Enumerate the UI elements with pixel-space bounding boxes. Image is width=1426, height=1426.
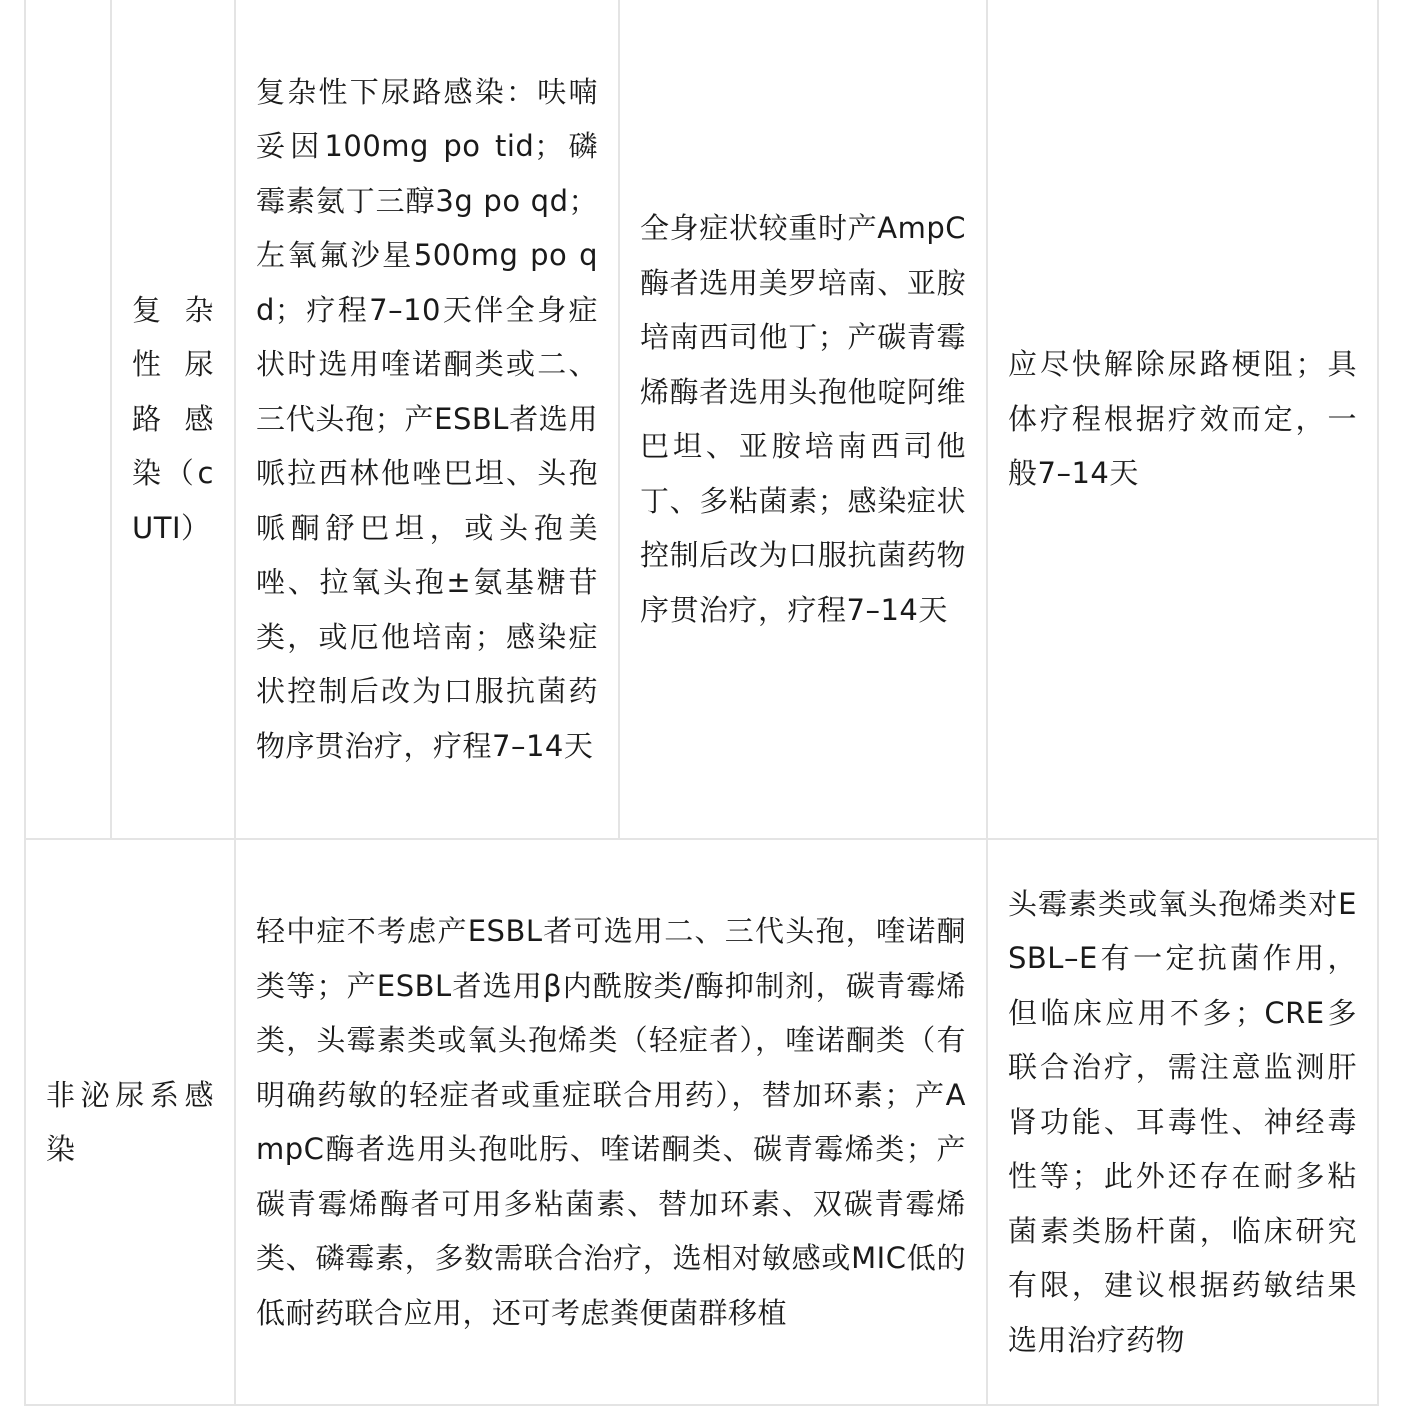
- notes-cell: [987, 839, 1378, 1405]
- regimen-cell: [235, 0, 619, 839]
- treatment-text: 轻中症不考虑产ESBL者可选用二、三代头孢，喹诺酮类等；产ESBL者选用β内酰胺类/酶抑制剂，碳青霉烯类，头霉素类或氧头孢烯类（轻症者），喹诺酮类（有明确药敏的轻症者或重症联合用药），替加环素；产AmpC酶者选用头孢吡肟、喹诺酮类、碳青霉烯类；产碳青霉烯酶者可用多粘菌素、替加环素、双碳青霉烯类、磷霉素，多数需联合治疗，选相对敏感或MIC低的低耐药联合应用，还可考虑粪便菌群移植: [256, 914, 966, 1330]
- notes-text: 头霉素类或氧头孢烯类对ESBL–E有一定抗菌作用，但临床应用不多；CRE多联合治疗，需注意监测肝肾功能、耳毒性、神经毒性等；此外还存在耐多粘菌素类肠杆菌，临床研究有限，建议根据药敏结果选用治疗药物: [1008, 886, 1357, 1357]
- severe-regimen-text: 全身症状较重时产AmpC酶者选用美罗培南、亚胺培南西司他丁；产碳青霉烯酶者选用头孢他啶阿维巴坦、亚胺培南西司他丁、多粘菌素；感染症状控制后改为口服抗菌药物序贯治疗，疗程7–14天: [640, 211, 966, 627]
- regimen-text: 复杂性下尿路感染：呋喃妥因100mg po tid；磷霉素氨丁三醇3g po qd；左氧氟沙星500mg po qd；疗程7–10天伴全身症状时选用喹诺酮类或二、三代头孢；产ESBL者选用哌拉西林他唑巴坦、头孢哌酮舒巴坦，或头孢美唑、拉氧头孢±氨基糖苷类，或厄他培南；感染症状控制后改为口服抗菌药物序贯治疗，疗程7–14天: [256, 74, 598, 763]
- category-cell: [25, 839, 235, 1405]
- category-cell-continued: [25, 0, 111, 839]
- subcategory-cell: [111, 0, 235, 839]
- treatment-table: [24, 0, 1379, 1406]
- notes-cell: [987, 0, 1378, 839]
- subcategory-label: 复杂性尿路感染（cUTI）: [132, 292, 214, 545]
- table-row-cuti: [25, 0, 1378, 839]
- severe-regimen-cell: [619, 0, 987, 839]
- treatment-cell: [235, 839, 987, 1405]
- table-row-non-urinary: [25, 839, 1378, 1405]
- notes-text: 应尽快解除尿路梗阻；具体疗程根据疗效而定，一般7–14天: [1008, 347, 1357, 491]
- category-label: 非泌尿系感染: [46, 1077, 214, 1166]
